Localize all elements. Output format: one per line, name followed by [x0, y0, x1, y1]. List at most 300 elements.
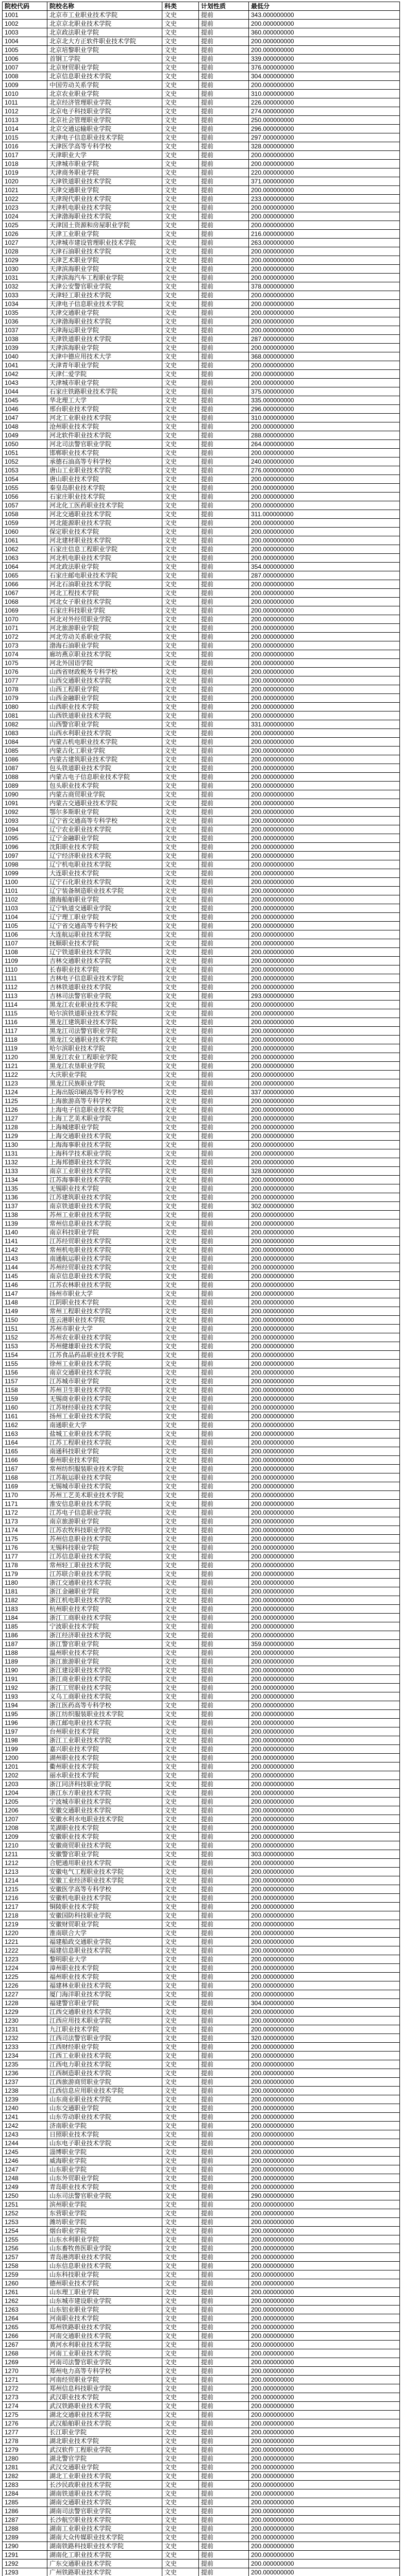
cell-subject-category: 文史 — [162, 1325, 199, 1333]
cell-subject-category: 文史 — [162, 274, 199, 282]
table-row — [3, 1097, 400, 1106]
cell-subject-category: 文史 — [162, 729, 199, 738]
cell-minimum-score: 200.000000000 — [249, 834, 400, 843]
cell-school-code: 1243 — [3, 2130, 47, 2139]
cell-subject-category: 文史 — [162, 1535, 199, 1544]
table-row — [3, 46, 400, 55]
table-row — [3, 2560, 400, 2568]
cell-minimum-score: 200.000000000 — [249, 1018, 400, 1027]
cell-school-code: 1105 — [3, 922, 47, 930]
cell-school-name: 山东司法警官职业学院 — [47, 2192, 162, 2200]
cell-school-code: 1039 — [3, 344, 47, 352]
table-row — [3, 1570, 400, 1579]
cell-subject-category: 文史 — [162, 799, 199, 808]
cell-school-code: 1293 — [3, 2568, 47, 2576]
cell-school-name: 嘉兴职业技术学院 — [47, 1745, 162, 1754]
table-row — [3, 2122, 400, 2130]
cell-school-name: 江苏建筑职业技术学院 — [47, 1193, 162, 1202]
table-row — [3, 1544, 400, 1552]
table-row — [3, 510, 400, 519]
cell-plan-type: 提前 — [199, 1202, 249, 1211]
cell-subject-category: 文史 — [162, 1106, 199, 1114]
table-row — [3, 221, 400, 230]
table-row — [3, 2437, 400, 2446]
cell-plan-type: 提前 — [199, 1368, 249, 1377]
cell-plan-type: 提前 — [199, 1579, 249, 1587]
cell-subject-category: 文史 — [162, 1395, 199, 1403]
cell-minimum-score: 200.000000000 — [249, 790, 400, 799]
cell-school-code: 1188 — [3, 1649, 47, 1657]
cell-school-code: 1175 — [3, 1535, 47, 1544]
table-row — [3, 773, 400, 782]
table-row — [3, 1219, 400, 1228]
cell-subject-category: 文史 — [162, 676, 199, 685]
table-row — [3, 1973, 400, 1981]
cell-subject-category: 文史 — [162, 2087, 199, 2095]
cell-plan-type: 提前 — [199, 536, 249, 545]
cell-subject-category: 文史 — [162, 2139, 199, 2148]
cell-subject-category: 文史 — [162, 2200, 199, 2209]
cell-minimum-score: 354.000000000 — [249, 563, 400, 571]
table-row — [3, 1684, 400, 1692]
table-row — [3, 1806, 400, 1815]
cell-minimum-score: 200.000000000 — [249, 2498, 400, 2507]
cell-school-name: 唐山职业技术学院 — [47, 475, 162, 484]
cell-school-name: 浙江交通职业技术学院 — [47, 1579, 162, 1587]
cell-subject-category: 文史 — [162, 939, 199, 948]
cell-school-name: 邯郸职业技术学院 — [47, 449, 162, 457]
cell-school-name: 武汉职业技术学院 — [47, 2393, 162, 2402]
cell-subject-category: 文史 — [162, 1850, 199, 1859]
cell-plan-type: 提前 — [199, 1167, 249, 1176]
cell-subject-category: 文史 — [162, 1184, 199, 1193]
cell-school-code: 1100 — [3, 878, 47, 887]
cell-school-code: 1163 — [3, 1430, 47, 1438]
cell-minimum-score: 200.000000000 — [249, 361, 400, 370]
cell-plan-type: 提前 — [199, 2008, 249, 2016]
table-row — [3, 72, 400, 81]
cell-school-name: 浙江旅游职业学院 — [47, 1657, 162, 1666]
cell-school-name: 吉林铁道职业技术学院 — [47, 983, 162, 992]
table-row — [3, 1368, 400, 1377]
cell-school-name: 黑龙江民族职业学院 — [47, 1079, 162, 1088]
cell-plan-type: 提前 — [199, 2358, 249, 2367]
cell-school-name: 南京旅游职业学院 — [47, 1517, 162, 1526]
cell-subject-category: 文史 — [162, 379, 199, 387]
cell-subject-category: 文史 — [162, 387, 199, 396]
cell-school-name: 河北机电职业技术学院 — [47, 554, 162, 563]
cell-subject-category: 文史 — [162, 1754, 199, 1762]
cell-minimum-score: 200.000000000 — [249, 2516, 400, 2524]
cell-minimum-score: 200.000000000 — [249, 1771, 400, 1780]
cell-subject-category: 文史 — [162, 1044, 199, 1053]
table-row — [3, 817, 400, 825]
cell-minimum-score: 200.000000000 — [249, 1876, 400, 1885]
cell-minimum-score: 200.000000000 — [249, 2393, 400, 2402]
table-row — [3, 1351, 400, 1360]
cell-minimum-score: 200.000000000 — [249, 2542, 400, 2551]
cell-plan-type: 提前 — [199, 2165, 249, 2174]
cell-subject-category: 文史 — [162, 782, 199, 790]
cell-subject-category: 文史 — [162, 1333, 199, 1342]
table-row — [3, 1657, 400, 1666]
cell-minimum-score: 200.000000000 — [249, 1158, 400, 1167]
cell-subject-category: 文史 — [162, 2533, 199, 2542]
table-row — [3, 2034, 400, 2043]
cell-school-name: 安徽职业技术学院 — [47, 1833, 162, 1841]
cell-plan-type: 提前 — [199, 676, 249, 685]
cell-plan-type: 提前 — [199, 1106, 249, 1114]
cell-minimum-score: 200.000000000 — [249, 930, 400, 939]
cell-school-code: 1096 — [3, 843, 47, 852]
table-row — [3, 370, 400, 379]
cell-minimum-score: 200.000000000 — [249, 1184, 400, 1193]
table-row — [3, 1894, 400, 1903]
cell-school-code: 1154 — [3, 1351, 47, 1360]
cell-minimum-score: 200.000000000 — [249, 1675, 400, 1684]
cell-plan-type: 提前 — [199, 685, 249, 694]
table-row — [3, 317, 400, 326]
cell-minimum-score: 200.000000000 — [249, 326, 400, 335]
cell-plan-type: 提前 — [199, 1745, 249, 1754]
cell-plan-type: 提前 — [199, 922, 249, 930]
cell-school-code: 1064 — [3, 563, 47, 571]
table-row — [3, 1438, 400, 1447]
cell-plan-type: 提前 — [199, 2095, 249, 2104]
table-row — [3, 2183, 400, 2192]
cell-plan-type: 提前 — [199, 1841, 249, 1850]
cell-plan-type: 提前 — [199, 2454, 249, 2463]
cell-school-code: 1043 — [3, 379, 47, 387]
cell-school-name: 哈尔滨铁道职业技术学院 — [47, 1009, 162, 1018]
cell-subject-category: 文史 — [162, 887, 199, 895]
table-row — [3, 2244, 400, 2253]
table-row — [3, 116, 400, 125]
cell-plan-type: 提前 — [199, 878, 249, 887]
table-row — [3, 1158, 400, 1167]
cell-school-name: 包头铁道职业技术学院 — [47, 764, 162, 773]
cell-plan-type: 提前 — [199, 2104, 249, 2113]
cell-minimum-score: 343.000000000 — [249, 11, 400, 20]
cell-plan-type: 提前 — [199, 2209, 249, 2218]
cell-school-name: 山东水利职业学院 — [47, 2235, 162, 2244]
cell-school-code: 1081 — [3, 711, 47, 720]
cell-school-name: 秦皇岛职业技术学院 — [47, 484, 162, 493]
cell-subject-category: 文史 — [162, 1272, 199, 1281]
cell-plan-type: 提前 — [199, 361, 249, 370]
table-row — [3, 11, 400, 20]
cell-subject-category: 文史 — [162, 1657, 199, 1666]
cell-school-name: 长沙航空职业技术学院 — [47, 2516, 162, 2524]
cell-school-name: 丽水职业技术学院 — [47, 1771, 162, 1780]
table-row — [3, 992, 400, 1001]
cell-subject-category: 文史 — [162, 843, 199, 852]
cell-school-code: 1212 — [3, 1859, 47, 1868]
cell-subject-category: 文史 — [162, 475, 199, 484]
cell-school-name: 天津医学高等专科学校 — [47, 142, 162, 151]
table-row — [3, 2113, 400, 2122]
cell-plan-type: 提前 — [199, 2148, 249, 2157]
cell-subject-category: 文史 — [162, 1868, 199, 1876]
cell-subject-category: 文史 — [162, 2367, 199, 2376]
cell-school-name: 山东科技职业学院 — [47, 2270, 162, 2279]
cell-plan-type: 提前 — [199, 300, 249, 309]
cell-minimum-score: 200.000000000 — [249, 81, 400, 90]
cell-subject-category: 文史 — [162, 563, 199, 571]
cell-subject-category: 文史 — [162, 1062, 199, 1071]
cell-subject-category: 文史 — [162, 1430, 199, 1438]
cell-minimum-score: 200.000000000 — [249, 1237, 400, 1246]
cell-school-name: 湖北警官学院 — [47, 2454, 162, 2463]
cell-school-code: 1007 — [3, 63, 47, 72]
cell-minimum-score: 200.000000000 — [249, 37, 400, 46]
table-row — [3, 440, 400, 449]
cell-plan-type: 提前 — [199, 2376, 249, 2384]
cell-school-name: 威海职业学院 — [47, 2157, 162, 2165]
cell-school-code: 1063 — [3, 554, 47, 563]
cell-minimum-score: 200.000000000 — [249, 2367, 400, 2376]
cell-minimum-score: 200.000000000 — [249, 1351, 400, 1360]
cell-plan-type: 提前 — [199, 711, 249, 720]
cell-minimum-score: 200.000000000 — [249, 2008, 400, 2016]
cell-minimum-score: 200.000000000 — [249, 773, 400, 782]
cell-plan-type: 提前 — [199, 1938, 249, 1946]
cell-plan-type: 提前 — [199, 983, 249, 992]
cell-school-name: 苏州工艺美术职业技术学院 — [47, 1491, 162, 1500]
table-row — [3, 282, 400, 291]
cell-school-code: 1251 — [3, 2200, 47, 2209]
cell-school-name: 江西应用技术职业学院 — [47, 2016, 162, 2025]
cell-plan-type: 提前 — [199, 247, 249, 256]
cell-subject-category: 文史 — [162, 2384, 199, 2393]
cell-minimum-score: 200.000000000 — [249, 46, 400, 55]
cell-minimum-score: 310.000000000 — [249, 414, 400, 422]
table-row — [3, 948, 400, 957]
cell-school-code: 1017 — [3, 151, 47, 160]
cell-minimum-score: 200.000000000 — [249, 300, 400, 309]
cell-subject-category: 文史 — [162, 2244, 199, 2253]
cell-school-code: 1060 — [3, 528, 47, 536]
table-row — [3, 1841, 400, 1850]
cell-plan-type: 提前 — [199, 510, 249, 519]
cell-subject-category: 文史 — [162, 265, 199, 274]
table-row — [3, 2358, 400, 2367]
cell-school-name: 义乌工商职业技术学院 — [47, 1692, 162, 1701]
cell-subject-category: 文史 — [162, 396, 199, 405]
cell-subject-category: 文史 — [162, 2227, 199, 2235]
cell-school-name: 无锡商业职业技术学院 — [47, 1395, 162, 1403]
cell-subject-category: 文史 — [162, 2411, 199, 2419]
cell-subject-category: 文史 — [162, 1946, 199, 1955]
cell-subject-category: 文史 — [162, 2551, 199, 2560]
cell-subject-category: 文史 — [162, 1053, 199, 1062]
cell-minimum-score: 200.000000000 — [249, 204, 400, 212]
cell-subject-category: 文史 — [162, 309, 199, 317]
cell-school-code: 1072 — [3, 633, 47, 641]
cell-plan-type: 提前 — [199, 1149, 249, 1158]
cell-school-name: 河北建材职业技术学院 — [47, 536, 162, 545]
cell-minimum-score: 200.000000000 — [249, 2341, 400, 2349]
cell-minimum-score: 200.000000000 — [249, 536, 400, 545]
cell-minimum-score: 200.000000000 — [249, 151, 400, 160]
cell-school-code: 1183 — [3, 1605, 47, 1614]
cell-school-name: 上海海事职业技术学院 — [47, 1141, 162, 1149]
table-row — [3, 2227, 400, 2235]
cell-minimum-score: 200.000000000 — [249, 904, 400, 913]
cell-school-code: 1021 — [3, 186, 47, 195]
cell-minimum-score: 200.000000000 — [249, 2489, 400, 2498]
cell-school-name: 天津城市建设管理职业技术学院 — [47, 239, 162, 247]
cell-school-code: 1238 — [3, 2087, 47, 2095]
table-row — [3, 274, 400, 282]
cell-school-code: 1200 — [3, 1754, 47, 1762]
cell-plan-type: 提前 — [199, 239, 249, 247]
cell-school-code: 1205 — [3, 1798, 47, 1806]
cell-school-code: 1290 — [3, 2542, 47, 2551]
cell-school-name: 河北交通职业技术学院 — [47, 510, 162, 519]
cell-school-name: 北京财贸职业学院 — [47, 63, 162, 72]
table-row — [3, 563, 400, 571]
cell-school-name: 江苏城市职业学院 — [47, 1377, 162, 1386]
cell-school-code: 1092 — [3, 808, 47, 817]
cell-school-code: 1178 — [3, 1561, 47, 1570]
cell-subject-category: 文史 — [162, 1876, 199, 1885]
cell-school-name: 山东铝业职业学院 — [47, 2306, 162, 2314]
cell-school-name: 上海科学技术职业学院 — [47, 1149, 162, 1158]
cell-subject-category: 文史 — [162, 528, 199, 536]
table-row — [3, 2200, 400, 2209]
cell-minimum-score: 200.000000000 — [249, 965, 400, 974]
cell-school-name: 河北工程技术学院 — [47, 589, 162, 598]
cell-school-code: 1289 — [3, 2533, 47, 2542]
table-row — [3, 1325, 400, 1333]
cell-plan-type: 提前 — [199, 615, 249, 624]
table-row — [3, 1868, 400, 1876]
cell-subject-category: 文史 — [162, 1815, 199, 1824]
cell-school-name: 安徽财贸职业学院 — [47, 1920, 162, 1929]
cell-plan-type: 提前 — [199, 2542, 249, 2551]
cell-minimum-score: 200.000000000 — [249, 2446, 400, 2454]
cell-subject-category: 文史 — [162, 370, 199, 379]
cell-plan-type: 提前 — [199, 1132, 249, 1141]
cell-school-name: 天津海运职业学院 — [47, 326, 162, 335]
cell-subject-category: 文史 — [162, 2157, 199, 2165]
cell-school-name: 东营职业学院 — [47, 2209, 162, 2218]
cell-plan-type: 提前 — [199, 466, 249, 475]
cell-subject-category: 文史 — [162, 965, 199, 974]
cell-minimum-score: 200.000000000 — [249, 957, 400, 965]
table-row — [3, 1263, 400, 1272]
cell-school-name: 天津电子信息职业技术学院 — [47, 133, 162, 142]
table-row — [3, 2306, 400, 2314]
cell-subject-category: 文史 — [162, 1377, 199, 1386]
table-row — [3, 790, 400, 799]
cell-plan-type: 提前 — [199, 1587, 249, 1596]
cell-school-code: 1097 — [3, 852, 47, 860]
cell-school-name: 山东理工职业学院 — [47, 2288, 162, 2297]
cell-subject-category: 文史 — [162, 440, 199, 449]
cell-plan-type: 提前 — [199, 1876, 249, 1885]
cell-school-code: 1249 — [3, 2183, 47, 2192]
cell-school-code: 1042 — [3, 370, 47, 379]
table-row — [3, 1754, 400, 1762]
cell-minimum-score: 200.000000000 — [249, 2209, 400, 2218]
cell-school-name: 天津城市职业学院 — [47, 379, 162, 387]
cell-minimum-score: 200.000000000 — [249, 2551, 400, 2560]
cell-plan-type: 提前 — [199, 843, 249, 852]
cell-minimum-score: 200.000000000 — [249, 1106, 400, 1114]
cell-minimum-score: 200.000000000 — [249, 1079, 400, 1088]
cell-school-name: 石家庄铁路职业技术学院 — [47, 387, 162, 396]
cell-plan-type: 提前 — [199, 2560, 249, 2568]
cell-minimum-score: 200.000000000 — [249, 685, 400, 694]
cell-plan-type: 提前 — [199, 11, 249, 20]
cell-plan-type: 提前 — [199, 2306, 249, 2314]
cell-school-name: 唐山工业职业技术学院 — [47, 466, 162, 475]
table-row — [3, 1535, 400, 1544]
table-row — [3, 1482, 400, 1491]
cell-plan-type: 提前 — [199, 1754, 249, 1762]
cell-subject-category: 文史 — [162, 1579, 199, 1587]
cell-school-name: 江苏农牧科技职业学院 — [47, 1526, 162, 1535]
cell-subject-category: 文史 — [162, 1762, 199, 1771]
table-row — [3, 930, 400, 939]
cell-subject-category: 文史 — [162, 2279, 199, 2288]
cell-school-code: 1157 — [3, 1377, 47, 1386]
cell-school-code: 1152 — [3, 1333, 47, 1342]
cell-school-name: 安徽商贸职业技术学院 — [47, 1841, 162, 1850]
cell-school-code: 1133 — [3, 1167, 47, 1176]
table-row — [3, 1990, 400, 1999]
cell-school-name: 常州纺织服装职业技术学院 — [47, 1465, 162, 1473]
cell-school-code: 1003 — [3, 28, 47, 37]
cell-school-code: 1101 — [3, 887, 47, 895]
cell-school-code: 1282 — [3, 2472, 47, 2481]
cell-subject-category: 文史 — [162, 2052, 199, 2060]
cell-plan-type: 提前 — [199, 668, 249, 676]
cell-school-code: 1091 — [3, 799, 47, 808]
cell-minimum-score: 200.000000000 — [249, 1377, 400, 1386]
cell-subject-category: 文史 — [162, 878, 199, 887]
cell-plan-type: 提前 — [199, 2244, 249, 2253]
table-row — [3, 536, 400, 545]
cell-subject-category: 文史 — [162, 1929, 199, 1938]
cell-minimum-score: 200.000000000 — [249, 878, 400, 887]
cell-plan-type: 提前 — [199, 2489, 249, 2498]
cell-school-code: 1084 — [3, 738, 47, 747]
cell-school-code: 1015 — [3, 133, 47, 142]
cell-subject-category: 文史 — [162, 2235, 199, 2244]
cell-school-name: 吉林电子信息职业技术学院 — [47, 974, 162, 983]
cell-minimum-score: 200.000000000 — [249, 1482, 400, 1491]
cell-school-name: 浙江东方职业技术学院 — [47, 1789, 162, 1798]
cell-school-code: 1109 — [3, 957, 47, 965]
cell-plan-type: 提前 — [199, 1255, 249, 1263]
cell-minimum-score: 200.000000000 — [249, 2244, 400, 2253]
table-row — [3, 1850, 400, 1859]
table-row — [3, 641, 400, 650]
table-row — [3, 1526, 400, 1535]
cell-school-name: 内蒙古电子信息职业技术学院 — [47, 773, 162, 782]
table-row — [3, 1561, 400, 1570]
cell-school-code: 1201 — [3, 1762, 47, 1771]
cell-subject-category: 文史 — [162, 1640, 199, 1649]
cell-school-code: 1142 — [3, 1246, 47, 1255]
cell-minimum-score: 200.000000000 — [249, 1719, 400, 1727]
cell-minimum-score: 200.000000000 — [249, 2533, 400, 2542]
cell-subject-category: 文史 — [162, 168, 199, 177]
cell-minimum-score: 200.000000000 — [249, 422, 400, 431]
